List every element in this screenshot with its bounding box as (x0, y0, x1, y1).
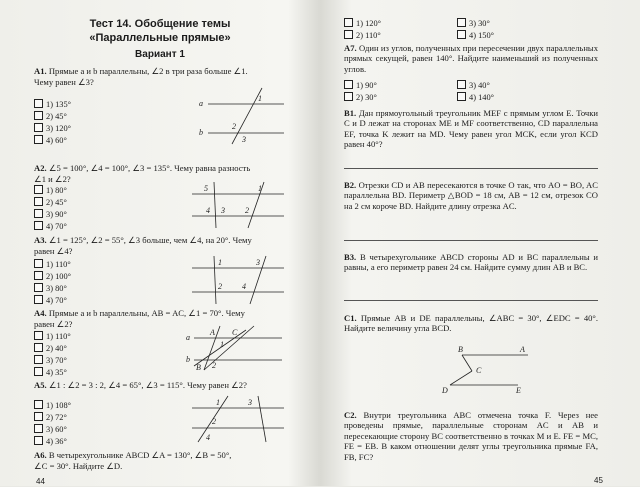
angle-1: 1 (218, 258, 222, 267)
right-page (322, 0, 640, 486)
a4-option-1[interactable]: 1) 110° (34, 331, 71, 342)
question-text: Дан прямоугольный треугольник MEF с прямым углом E. Точки C и D лежат на сторонах ME и MF соответственно, CD параллельна EF, точка K лежит на MD. Чему равен угол MCK, если угол KCD равен 40°? (344, 108, 599, 150)
prev-option-2[interactable]: 2) 110° (344, 30, 381, 41)
a5-option-1[interactable]: 1) 108° (34, 400, 71, 411)
angle-2: 2 (232, 122, 236, 131)
question-a4-line2: равен ∠2? (34, 319, 73, 329)
a5-figure (186, 394, 286, 444)
question-a1-line2: Чему равен ∠3? (34, 77, 94, 87)
question-c2 (344, 410, 598, 462)
question-b3 (344, 252, 598, 273)
question-a4 (34, 308, 245, 318)
question-label: А7. (344, 43, 357, 53)
question-text: Прямые a и b параллельны, AB = AC, ∠1 = 70°. Чему (48, 308, 245, 318)
angle-3: 3 (221, 206, 225, 215)
question-label: А1. (34, 66, 47, 76)
a1-option-3[interactable]: 3) 120° (34, 123, 71, 134)
angle-1: 1 (220, 340, 224, 349)
question-a7 (344, 43, 598, 74)
a2-option-1[interactable]: 1) 80° (34, 185, 67, 196)
checkbox[interactable] (34, 424, 43, 433)
checkbox[interactable] (34, 367, 43, 376)
checkbox[interactable] (34, 197, 43, 206)
a3-option-3[interactable]: 3) 80° (34, 283, 67, 294)
point-C: C (476, 366, 482, 375)
angle-3: 3 (248, 398, 252, 407)
question-a1 (34, 66, 248, 76)
question-text: В четырехугольнике ABCD ∠A = 130°, ∠B = 50°, (48, 450, 232, 460)
checkbox[interactable] (457, 30, 466, 39)
c1-figure (430, 345, 530, 395)
checkbox[interactable] (344, 18, 353, 27)
angle-4: 4 (242, 282, 246, 291)
a2-option-2[interactable]: 2) 45° (34, 197, 67, 208)
checkbox[interactable] (34, 400, 43, 409)
question-label: В3. (344, 252, 357, 262)
angle-2: 2 (212, 361, 216, 370)
test-title: Тест 14. Обобщение темы (89, 18, 231, 30)
label-a: a (199, 99, 203, 108)
checkbox[interactable] (344, 30, 353, 39)
question-a6-line2: ∠C = 30°. Найдите ∠D. (34, 461, 123, 471)
checkbox[interactable] (34, 259, 43, 268)
point-B: B (458, 345, 463, 354)
checkbox[interactable] (34, 221, 43, 230)
prev-option-3[interactable]: 3) 30° (457, 18, 490, 29)
question-label: А4. (34, 308, 47, 318)
question-c1 (344, 313, 598, 334)
angle-1: 1 (258, 184, 262, 193)
label-b: b (186, 355, 190, 364)
question-text: ∠1 = 125°, ∠2 = 55°, ∠3 больше, чем ∠4, на 20°. Чему (48, 235, 252, 245)
answer-line[interactable] (344, 300, 598, 301)
question-label: А6. (34, 450, 47, 460)
a2-option-4[interactable]: 4) 70° (34, 221, 67, 232)
checkbox[interactable] (34, 271, 43, 280)
checkbox[interactable] (457, 80, 466, 89)
point-A: A (210, 328, 215, 337)
left-page (0, 0, 318, 486)
angle-1: 1 (258, 94, 262, 103)
question-text: Прямые a и b параллельны, ∠2 в три раза больше ∠1. (48, 66, 248, 76)
a3-figure (186, 254, 286, 304)
label-a: a (186, 333, 190, 342)
a7-option-3[interactable]: 3) 40° (457, 80, 490, 91)
a4-option-2[interactable]: 2) 40° (34, 343, 67, 354)
a3-option-4[interactable]: 4) 70° (34, 295, 67, 306)
checkbox[interactable] (34, 343, 43, 352)
question-label: С2. (344, 410, 357, 420)
question-text: Прямые AB и DE параллельны, ∠ABC = 30°, ∠EDC = 40°. Найдите величину угла BCD. (344, 313, 598, 334)
checkbox[interactable] (457, 92, 466, 101)
point-D: D (442, 386, 448, 395)
angle-2: 2 (245, 206, 249, 215)
a2-figure (186, 180, 286, 230)
question-text: ∠5 = 100°, ∠4 = 100°, ∠3 = 135°. Чему равна разность (48, 163, 251, 173)
point-C: C (232, 328, 238, 337)
question-text: Внутри треугольника ABC отмечена точка F. Через нее проведены прямые, параллельные сторонам AC и AB и пересекающие сторону BC соответственно в точках M и E. FE = MC, FE = EB. В каком отношении делят углы треугольника прямые FA, FB, FC? (344, 410, 598, 462)
a5-option-2[interactable]: 2) 72° (34, 412, 67, 423)
question-label: А5. (34, 380, 47, 390)
a5-option-3[interactable]: 3) 60° (34, 424, 67, 435)
checkbox[interactable] (34, 283, 43, 292)
checkbox[interactable] (34, 412, 43, 421)
checkbox[interactable] (34, 111, 43, 120)
angle-2: 2 (212, 417, 216, 426)
answer-line[interactable] (344, 240, 598, 241)
a4-figure (182, 326, 286, 372)
a1-option-4[interactable]: 4) 60° (34, 135, 67, 146)
checkbox[interactable] (34, 331, 43, 340)
angle-2: 2 (218, 282, 222, 291)
question-b1 (344, 108, 598, 150)
point-E: E (516, 386, 521, 395)
question-text: Один из углов, полученных при пересечении двух параллельных прямых секущей, равен 140°. Найдите наименьший из полученных углов. (344, 43, 598, 74)
question-text: В четырехугольнике ABCD стороны AD и BC параллельны и равны, а его периметр равен 24 см. Найдите сумму длин AB и BC. (344, 252, 598, 273)
question-a2 (34, 163, 250, 173)
angle-3: 3 (256, 258, 260, 267)
angle-4: 4 (206, 433, 210, 442)
a4-option-4[interactable]: 4) 35° (34, 367, 67, 378)
angle-3: 3 (242, 135, 246, 144)
label-b: b (199, 128, 203, 137)
question-a3-line2: равен ∠4? (34, 246, 73, 256)
checkbox[interactable] (34, 123, 43, 132)
question-b2 (344, 180, 598, 211)
question-a5 (34, 380, 247, 390)
a3-option-2[interactable]: 2) 100° (34, 271, 71, 282)
question-label: В2. (344, 180, 357, 190)
page-number-right: 45 (594, 476, 603, 485)
angle-5: 5 (204, 184, 208, 193)
angle-1: 1 (216, 398, 220, 407)
checkbox[interactable] (344, 80, 353, 89)
answer-line[interactable] (344, 168, 598, 169)
point-B: B (196, 363, 201, 372)
page-number-left: 44 (36, 477, 45, 486)
variant-heading: Вариант 1 (135, 49, 185, 60)
checkbox[interactable] (457, 18, 466, 27)
prev-option-1[interactable]: 1) 120° (344, 18, 381, 29)
a5-option-4[interactable]: 4) 36° (34, 436, 67, 447)
a3-option-1[interactable]: 1) 110° (34, 259, 71, 270)
checkbox[interactable] (34, 135, 43, 144)
a4-option-3[interactable]: 3) 70° (34, 355, 67, 366)
checkbox[interactable] (344, 92, 353, 101)
question-label: В1. (344, 108, 357, 118)
a7-option-1[interactable]: 1) 90° (344, 80, 377, 91)
a7-option-4[interactable]: 4) 140° (457, 92, 494, 103)
point-A: A (520, 345, 525, 354)
checkbox[interactable] (34, 295, 43, 304)
a2-option-3[interactable]: 3) 90° (34, 209, 67, 220)
a7-option-2[interactable]: 2) 30° (344, 92, 377, 103)
question-a3 (34, 235, 252, 245)
angle-4: 4 (206, 206, 210, 215)
a1-option-1[interactable]: 1) 135° (34, 99, 71, 110)
checkbox[interactable] (34, 209, 43, 218)
question-text: Отрезки CD и AB пересекаются в точке O так, что AO = BO, AC параллельна BD. Периметр △BOD = 18 см, AB = 12 см, отрезок CO на 2 см короче BD. Найдите длину отрезка AC. (344, 180, 598, 211)
question-label: А3. (34, 235, 47, 245)
checkbox[interactable] (34, 436, 43, 445)
question-a6 (34, 450, 231, 460)
checkbox[interactable] (34, 185, 43, 194)
prev-option-4[interactable]: 4) 150° (457, 30, 494, 41)
question-a2-line2: ∠1 и ∠2? (34, 174, 71, 184)
test-subtitle: «Параллельные прямые» (89, 32, 231, 44)
question-label: С1. (344, 313, 357, 323)
a1-option-2[interactable]: 2) 45° (34, 111, 67, 122)
checkbox[interactable] (34, 99, 43, 108)
a1-figure (196, 86, 286, 146)
question-text: ∠1 : ∠2 = 3 : 2, ∠4 = 65°, ∠3 = 115°. Чему равен ∠2? (48, 380, 247, 390)
question-label: А2. (34, 163, 47, 173)
checkbox[interactable] (34, 355, 43, 364)
